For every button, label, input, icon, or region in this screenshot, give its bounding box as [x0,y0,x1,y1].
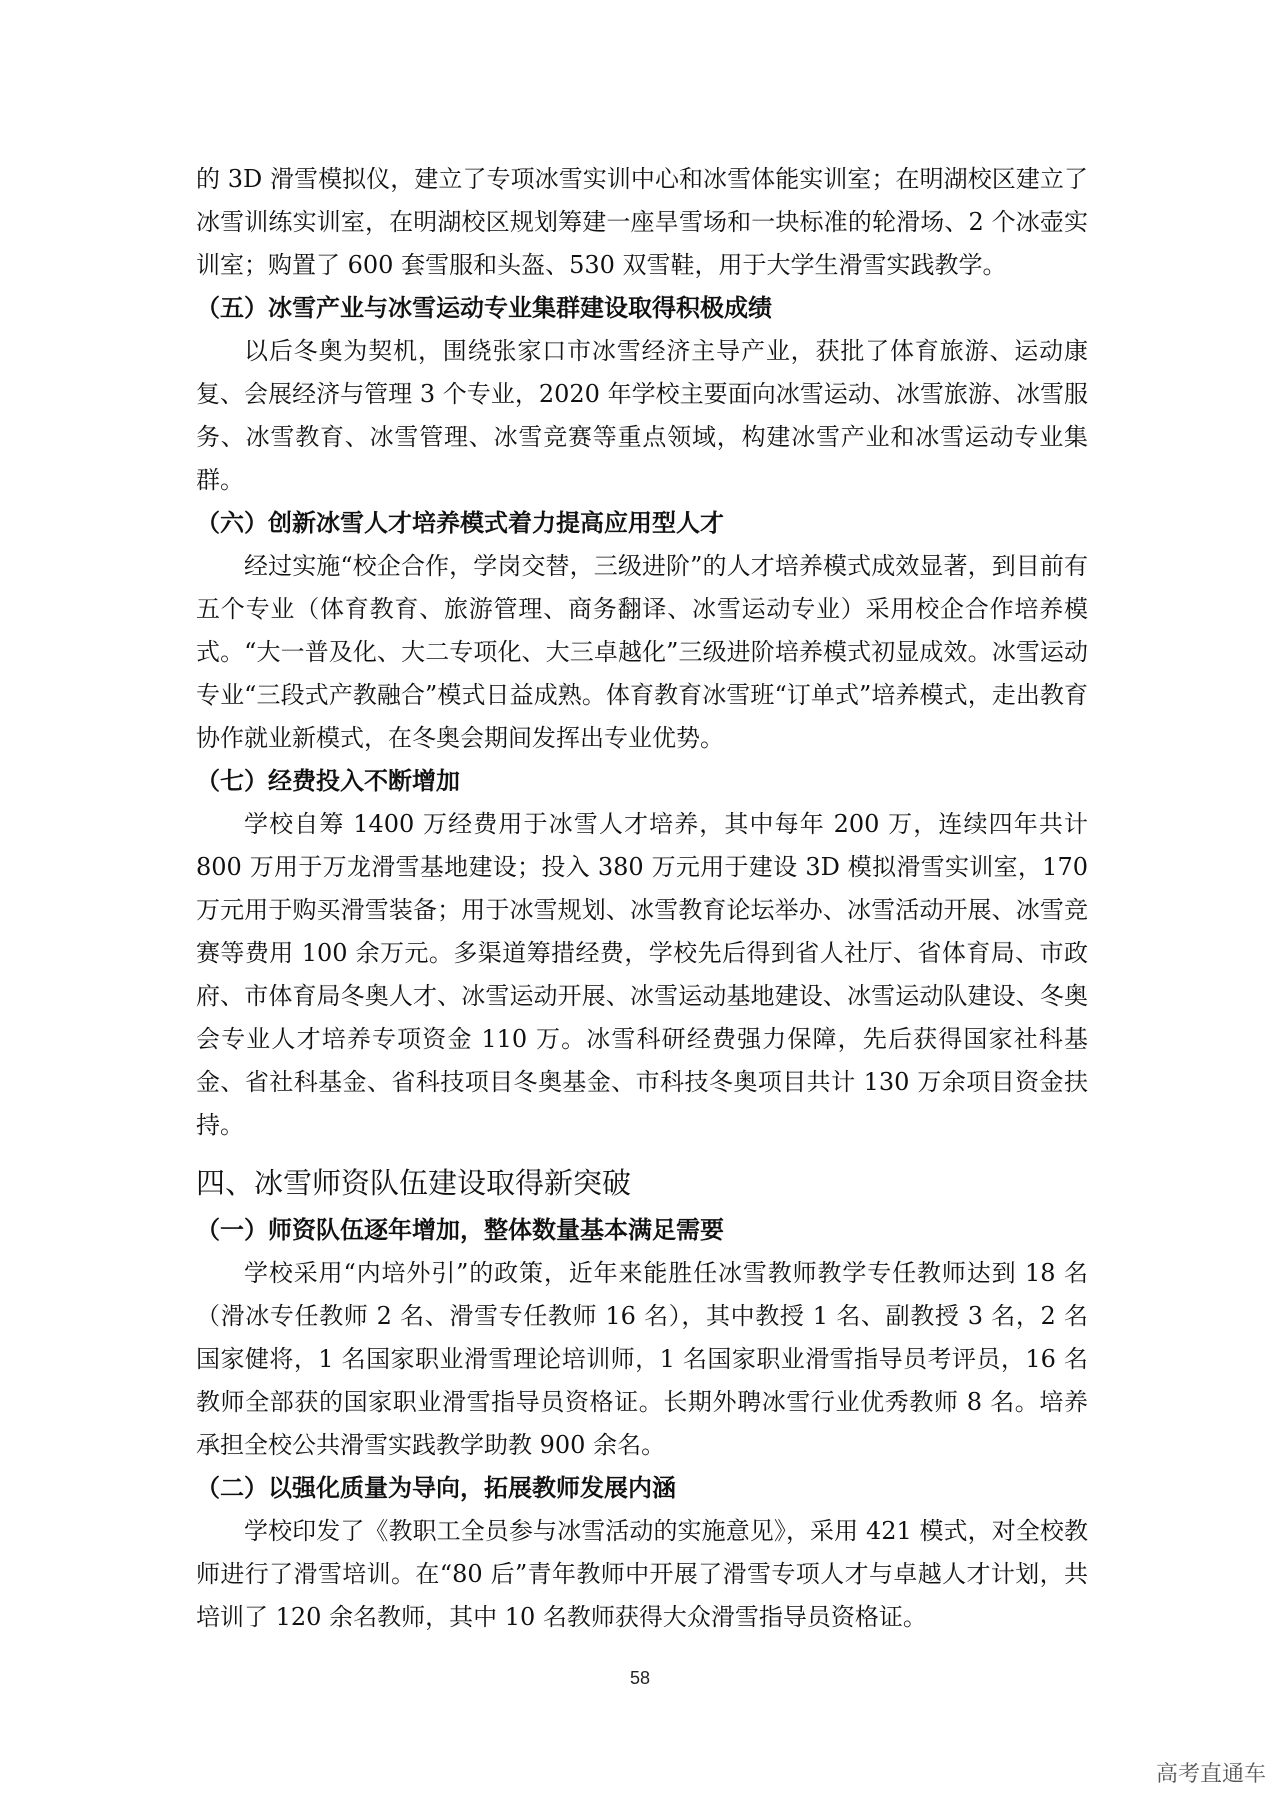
paragraph: 学校印发了《教职工全员参与冰雪活动的实施意见》，采用 421 模式，对全校教师进行了滑雪培训。在“80 后”青年教师中开展了滑雪专项人才与卓越人才计划，共培训了 120 余名教师，其中 10 名教师获得大众滑雪指导员资格证。 [196,1517,1088,1631]
subheading-1: （一）师资队伍逐年增加，整体数量基本满足需要 [196,1216,724,1244]
paragraph: 学校自筹 1400 万经费用于冰雪人才培养，其中每年 200 万，连续四年共计 800 万用于万龙滑雪基地建设；投入 380 万元用于建设 3D 模拟滑雪实训室，170 万元用于购买滑雪装备；用于冰雪规划、冰雪教育论坛举办、冰雪活动开展、冰雪竞赛等费用 100 余万元。多渠道筹措经费，学校先后得到省人社厅、省体育局、市政府、市体育局冬奥人才、冰雪运动开展、冰雪运动基地建设、冰雪运动队建设、冬奥会专业人才培养专项资金 110 万。冰雪科研经费强力保障，先后获得国家社科基金、省社科基金、省科技项目冬奥基金、市科技冬奥项目共计 130 万余项目资金扶持。 [196,810,1088,1139]
paragraph: 学校采用“内培外引”的政策，近年来能胜任冰雪教师教学专任教师达到 18 名（滑冰专任教师 2 名、滑雪专任教师 16 名），其中教授 1 名、副教授 3 名，2 名国家健将，1 名国家职业滑雪理论培训师，1 名国家职业滑雪指导员考评员，16 名教师全部获的国家职业滑雪指导员资格证。长期外聘冰雪行业优秀教师 8 名。培养承担全校公共滑雪实践教学助教 900 余名。 [196,1259,1088,1459]
subheading-7: （七）经费投入不断增加 [196,767,460,795]
document-body [196,158,1088,1639]
paragraph-continued: 的 3D 滑雪模拟仪，建立了专项冰雪实训中心和冰雪体能实训室；在明湖校区建立了冰雪训练实训室，在明湖校区规划筹建一座旱雪场和一块标准的轮滑场、2 个冰壶实训室；购置了 600 套雪服和头盔、530 双雪鞋，用于大学生滑雪实践教学。 [196,165,1088,279]
section-heading-4: 四、冰雪师资队伍建设取得新突破 [196,1166,632,1200]
watermark: 高考直通车 [1155,1762,1266,1787]
paragraph: 经过实施“校企合作，学岗交替，三级进阶”的人才培养模式成效显著，到目前有五个专业（体育教育、旅游管理、商务翻译、冰雪运动专业）采用校企合作培养模式。“大一普及化、大二专项化、大三卓越化”三级进阶培养模式初显成效。冰雪运动专业“三段式产教融合”模式日益成熟。体育教育冰雪班“订单式”培养模式，走出教育协作就业新模式，在冬奥会期间发挥出专业优势。 [196,552,1088,752]
subheading-6: （六）创新冰雪人才培养模式着力提高应用型人才 [196,509,724,537]
page-number: 58 [629,1668,651,1688]
paragraph: 以后冬奥为契机，围绕张家口市冰雪经济主导产业，获批了体育旅游、运动康复、会展经济与管理 3 个专业，2020 年学校主要面向冰雪运动、冰雪旅游、冰雪服务、冰雪教育、冰雪管理、冰雪竞赛等重点领域，构建冰雪产业和冰雪运动专业集群。 [196,337,1088,494]
subheading-2: （二）以强化质量为导向，拓展教师发展内涵 [196,1474,676,1502]
subheading-5: （五）冰雪产业与冰雪运动专业集群建设取得积极成绩 [196,294,772,322]
